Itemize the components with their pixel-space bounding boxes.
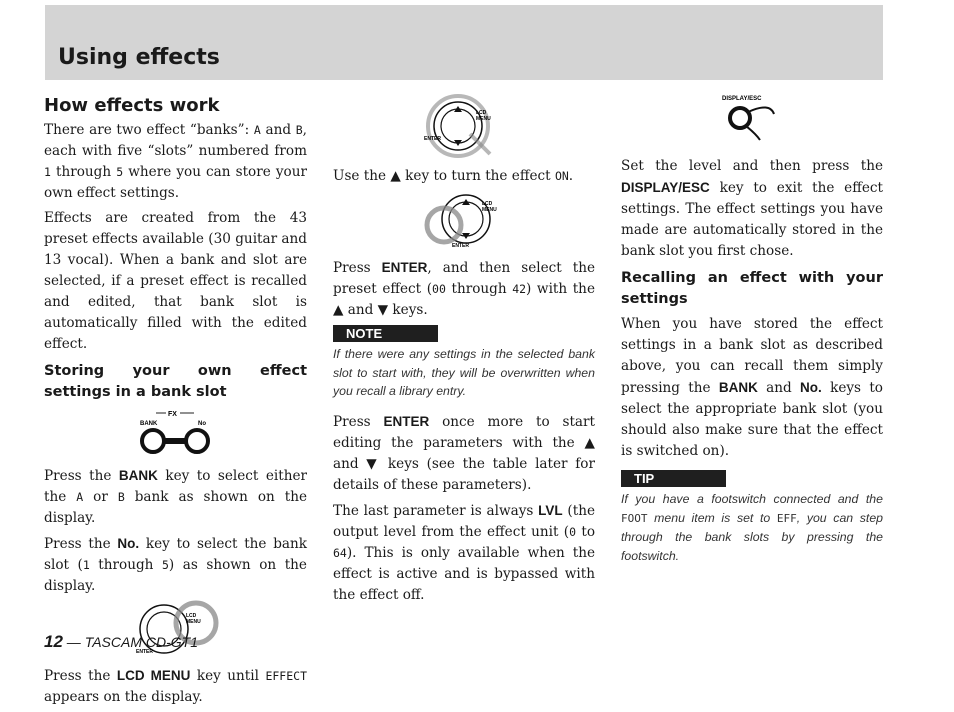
highlight-ring-icon bbox=[427, 208, 461, 242]
page-footer bbox=[44, 632, 198, 652]
svg-text:ENTER: ENTER bbox=[452, 243, 469, 249]
subsection-heading: Recalling an effect with your settings bbox=[621, 270, 883, 307]
svg-text:LCD: LCD bbox=[482, 201, 493, 207]
footer-separator: — bbox=[62, 634, 85, 650]
document-title: TASCAM CD-GT1 bbox=[84, 634, 199, 650]
column-1 bbox=[44, 94, 307, 712]
bank-key-icon bbox=[142, 430, 164, 452]
highlight-ring-icon bbox=[428, 96, 488, 156]
page-title: Using effects bbox=[58, 45, 220, 70]
no-key-icon bbox=[186, 430, 208, 452]
bank-no-keys-illustration bbox=[136, 407, 216, 457]
note-label: NOTE bbox=[333, 325, 438, 342]
paragraph: Press the LCD MENU key until EFFECT appears on the display. bbox=[44, 668, 307, 705]
pointer-curve-icon bbox=[748, 107, 774, 114]
display-esc-key-icon bbox=[730, 108, 750, 128]
lcd-label: LCD bbox=[185, 613, 196, 619]
fx-label: FX bbox=[167, 411, 177, 418]
no-key-label: No bbox=[197, 421, 206, 427]
paragraph: Press the No. key to select the bank slot (1 through 5) as shown on the display. bbox=[44, 536, 308, 594]
paragraph: Press the BANK key to select either the A or B bank as shown on the display. bbox=[44, 468, 307, 526]
header-band bbox=[45, 5, 883, 80]
enter-dpad-illustration bbox=[424, 94, 504, 158]
menu-label: MENU bbox=[185, 619, 201, 625]
paragraph: Effects are created from the 43 preset effects available (30 guitar and 13 vocal). When a bank and slot are selected, if a preset effect is recalled and edited, that bank slot is automatically filled with the edited effect. bbox=[44, 210, 307, 352]
paragraph: The last parameter is always LVL (the output level from the effect unit (0 to 64). This is only available when the effect is active and is bypassed with the effect off. bbox=[333, 502, 596, 603]
tip-label: TIP bbox=[621, 470, 726, 487]
enter-label: ENTER bbox=[135, 649, 153, 655]
paragraph: Use the ▲ key to turn the effect ON. bbox=[333, 168, 574, 184]
paragraph: There are two effect “banks”: A and B, each with five “slots” numbered from 1 through 5 where you can store your own effect settings. bbox=[44, 122, 307, 201]
column-3 bbox=[621, 94, 883, 575]
svg-text:MENU: MENU bbox=[482, 207, 497, 213]
note-text: If there were any settings in the selected bank slot to start with, they will be overwritten when you recall a library entry. bbox=[333, 347, 595, 398]
column-2 bbox=[333, 94, 595, 610]
paragraph: Set the level and then press the DISPLAY/ESC key to exit the effect settings. The effect settings you have made are automatically stored in the bank slot you first chose. bbox=[621, 158, 883, 259]
paragraph: When you have stored the effect settings in a bank slot as described above, you can recall them simply pressing the BANK and No. keys to select the appropriate bank slot (you should also make sure that the effect is switched on). bbox=[621, 316, 883, 459]
bank-key-label: BANK bbox=[139, 421, 157, 427]
enter-key-illustration bbox=[424, 191, 504, 249]
display-esc-label: DISPLAY/ESC bbox=[722, 96, 762, 102]
section-heading: How effects work bbox=[44, 95, 220, 116]
svg-text:ENTER: ENTER bbox=[424, 136, 441, 142]
tip-text: If you have a footswitch connected and the FOOT menu item is set to EFF, you can step through the bank slots by pressing the footswitch. bbox=[621, 492, 884, 563]
svg-text:LCD: LCD bbox=[476, 110, 487, 116]
paragraph: Press ENTER once more to start editing the parameters with the ▲ and ▼ keys (see the table later for details of these parameters). bbox=[333, 413, 596, 493]
svg-text:MENU: MENU bbox=[476, 116, 491, 122]
display-esc-key-illustration bbox=[712, 94, 792, 148]
paragraph: Press ENTER, and then select the preset effect (00 through 42) with the ▲ and ▼ keys. bbox=[333, 260, 596, 318]
page-number: 12 bbox=[44, 632, 63, 651]
subsection-heading: Storing your own effect settings in a bank slot bbox=[44, 363, 307, 400]
